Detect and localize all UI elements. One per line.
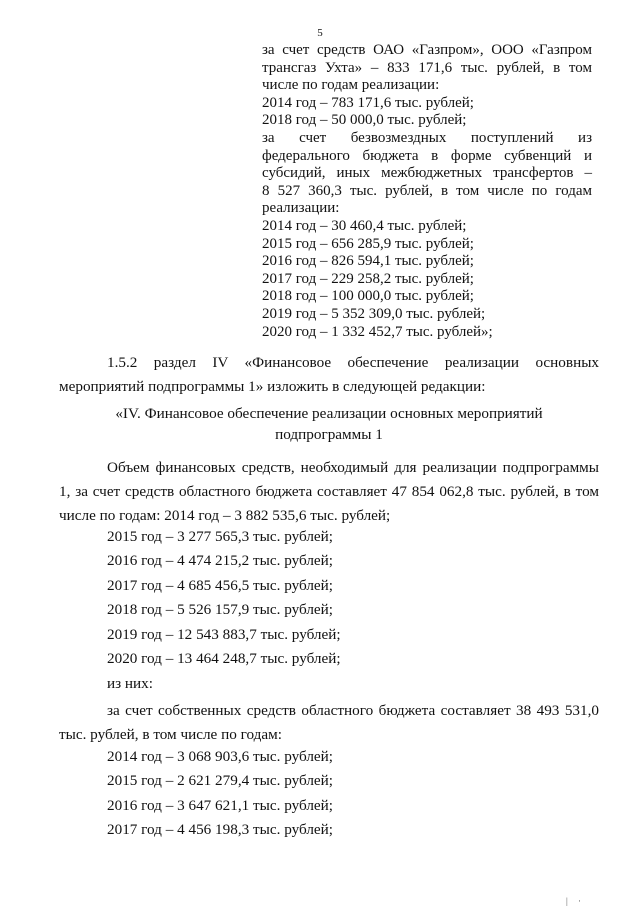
heading-line: подпрограммы 1 bbox=[275, 426, 383, 443]
year-line: 2016 год – 826 594,1 тыс. рублей; bbox=[262, 253, 474, 270]
text-line: тыс. рублей, в том числе по годам: bbox=[59, 726, 282, 743]
text-line: трансгаз Ухта» – 833 171,6 тыс. рублей, в том bbox=[262, 59, 592, 76]
section-1-5-2 bbox=[59, 351, 599, 399]
year-line: 2015 год – 2 621 279,4 тыс. рублей; bbox=[107, 772, 334, 789]
text-line: числе по годам: 2014 год – 3 882 535,6 тыс. рублей; bbox=[59, 507, 391, 524]
text-line: за счет средств ОАО «Газпром», ООО «Газпром bbox=[262, 42, 592, 58]
year-line: 2018 год – 100 000,0 тыс. рублей; bbox=[262, 288, 474, 305]
year-line: 2018 год – 50 000,0 тыс. рублей; bbox=[262, 112, 467, 129]
year-line: 2017 год – 4 456 198,3 тыс. рублей; bbox=[107, 821, 334, 838]
year-line: 2019 год – 5 352 309,0 тыс. рублей; bbox=[262, 305, 486, 322]
year-line: 2017 год – 229 258,2 тыс. рублей; bbox=[262, 270, 474, 287]
year-line: 2018 год – 5 526 157,9 тыс. рублей; bbox=[107, 601, 334, 618]
text-line: субсидий, иных межбюджетных трансфертов – bbox=[262, 165, 592, 182]
text-line: реализации: bbox=[262, 200, 340, 217]
year-line: 2020 год – 13 464 248,7 тыс. рублей; bbox=[107, 650, 341, 667]
section-heading bbox=[59, 403, 599, 445]
year-line: 2017 год – 4 685 456,5 тыс. рублей; bbox=[107, 577, 334, 594]
text-line: 1, за счет средств областного бюджета составляет 47 854 062,8 тыс. рублей, в том bbox=[59, 483, 599, 500]
page-number: 5 bbox=[317, 27, 323, 39]
heading-line: «IV. Финансовое обеспечение реализации основных мероприятий bbox=[115, 405, 543, 422]
year-line: 2016 год – 4 474 215,2 тыс. рублей; bbox=[107, 552, 334, 569]
year-line: 2020 год – 1 332 452,7 тыс. рублей»; bbox=[262, 323, 493, 340]
volume-paragraph bbox=[59, 456, 599, 528]
text-line: мероприятий подпрограммы 1» изложить в следующей редакции: bbox=[59, 378, 486, 395]
year-line: 2014 год – 783 171,6 тыс. рублей; bbox=[262, 94, 474, 111]
funding-sources-block bbox=[262, 42, 592, 341]
footer-mark: | · bbox=[566, 896, 586, 906]
year-line: 2014 год – 3 068 903,6 тыс. рублей; bbox=[107, 748, 334, 765]
year-line: 2016 год – 3 647 621,1 тыс. рублей; bbox=[107, 797, 334, 814]
own-funds-paragraph bbox=[59, 699, 599, 747]
year-line: 2019 год – 12 543 883,7 тыс. рублей; bbox=[107, 626, 341, 643]
text-line: 8 527 360,3 тыс. рублей, в том числе по годам bbox=[262, 182, 592, 199]
of-them-label: из них: bbox=[107, 675, 153, 692]
year-line: 2014 год – 30 460,4 тыс. рублей; bbox=[262, 217, 467, 234]
text-line: федерального бюджета в форме субвенций и bbox=[262, 147, 592, 164]
text-line: 1.5.2 раздел IV «Финансовое обеспечение реализации основных bbox=[107, 354, 599, 371]
text-line: за счет безвозмездных поступлений из bbox=[262, 129, 592, 146]
text-line: Объем финансовых средств, необходимый для реализации подпрограммы bbox=[107, 459, 599, 476]
year-line: 2015 год – 656 285,9 тыс. рублей; bbox=[262, 235, 474, 252]
text-line: за счет собственных средств областного бюджета составляет 38 493 531,0 bbox=[107, 702, 599, 719]
year-line: 2015 год – 3 277 565,3 тыс. рублей; bbox=[107, 528, 334, 545]
text-line: числе по годам реализации: bbox=[262, 77, 440, 94]
